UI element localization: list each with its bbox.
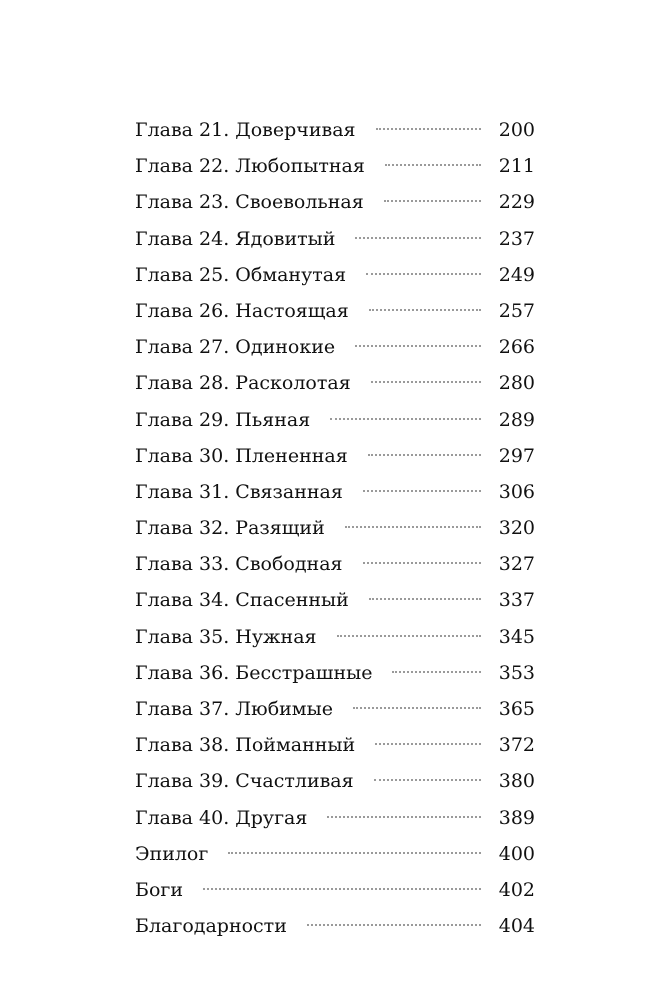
- toc-entry-page: 306: [498, 480, 535, 503]
- toc-entry-title: Глава 39. Счастливая: [135, 770, 354, 793]
- toc-entry[interactable]: [135, 148, 535, 184]
- toc-entry-title: Глава 25. Обманутая: [135, 263, 347, 286]
- dot-leader: [384, 200, 481, 202]
- toc-entry-title: Глава 21. Доверчивая: [135, 119, 356, 141]
- dot-leader: [355, 237, 480, 239]
- toc-entry-page: 229: [498, 191, 535, 214]
- toc-entry-title: Глава 33. Свободная: [135, 553, 343, 576]
- toc-entry[interactable]: [135, 763, 535, 799]
- dot-leader: [368, 454, 481, 456]
- toc-entry[interactable]: [135, 546, 535, 582]
- toc-entry-page: 345: [498, 625, 535, 648]
- toc-entry[interactable]: [135, 365, 535, 401]
- dot-leader: [369, 309, 481, 311]
- toc-entry-title: Глава 40. Другая: [135, 806, 308, 829]
- toc-entry[interactable]: [135, 221, 535, 257]
- toc-entry[interactable]: [135, 293, 535, 329]
- toc-entry[interactable]: [135, 510, 535, 546]
- dot-leader: [371, 381, 481, 383]
- dot-leader: [375, 743, 481, 745]
- dot-leader: [327, 816, 480, 818]
- toc-entry-page: 337: [498, 589, 535, 612]
- toc-entry-title: Глава 23. Своевольная: [135, 191, 364, 214]
- toc-entry-title: Благодарности: [135, 915, 287, 938]
- toc-entry-title: Глава 35. Нужная: [135, 625, 317, 648]
- toc-entry-title: Боги: [135, 878, 184, 901]
- dot-leader: [353, 707, 481, 709]
- toc-entry-page: 389: [498, 806, 535, 829]
- toc-entry-title: Глава 38. Пойманный: [135, 734, 356, 757]
- toc-entry[interactable]: [135, 691, 535, 727]
- toc-entry[interactable]: [135, 619, 535, 655]
- dot-leader: [345, 526, 481, 528]
- toc-entry[interactable]: [135, 112, 535, 148]
- dot-leader: [307, 924, 481, 926]
- toc-entry-page: 211: [498, 155, 535, 178]
- toc-entry-page: 353: [498, 661, 535, 684]
- dot-leader: [374, 779, 481, 781]
- toc-entry-page: 365: [498, 698, 535, 720]
- toc-entry[interactable]: [135, 872, 535, 908]
- dot-leader: [369, 598, 481, 600]
- toc-entry-title: Глава 36. Бесстрашные: [135, 661, 373, 684]
- toc-entry-title: Глава 24. Ядовитый: [135, 227, 336, 250]
- toc-entry[interactable]: [135, 582, 535, 618]
- dot-leader: [376, 128, 481, 130]
- toc-entry-title: Глава 27. Одинокие: [135, 336, 336, 359]
- dot-leader: [392, 671, 480, 673]
- toc-entry[interactable]: [135, 184, 535, 220]
- dot-leader: [363, 562, 481, 564]
- toc-entry-title: Глава 29. Пьяная: [135, 408, 311, 431]
- dot-leader: [337, 635, 481, 637]
- toc-entry-page: 402: [498, 878, 535, 901]
- toc-entry-page: 404: [498, 915, 535, 938]
- toc-entry[interactable]: [135, 329, 535, 365]
- toc-entry[interactable]: [135, 836, 535, 872]
- dot-leader: [385, 164, 481, 166]
- toc-entry-title: Глава 37. Любимые: [135, 698, 333, 720]
- toc-entry-page: 380: [498, 770, 535, 793]
- toc-entry-page: 249: [498, 263, 535, 286]
- dot-leader: [330, 418, 481, 420]
- toc-entry-title: Глава 32. Разящий: [135, 517, 325, 540]
- toc-entry[interactable]: [135, 908, 535, 944]
- toc-entry[interactable]: [135, 474, 535, 510]
- toc-entry-title: Глава 30. Плененная: [135, 444, 348, 467]
- toc-entry[interactable]: [135, 257, 535, 293]
- toc-entry-page: 327: [498, 553, 535, 576]
- toc-entry-page: 320: [498, 517, 535, 540]
- toc-entry-title: Глава 28. Расколотая: [135, 372, 351, 395]
- toc-entry[interactable]: [135, 402, 535, 438]
- toc-entry-title: Глава 34. Спасенный: [135, 589, 349, 612]
- toc-entry-title: Глава 31. Связанная: [135, 480, 343, 503]
- table-of-contents: [135, 112, 535, 944]
- toc-entry[interactable]: [135, 727, 535, 763]
- toc-entry-title: Глава 22. Любопытная: [135, 155, 365, 178]
- toc-entry-page: 372: [498, 734, 535, 757]
- toc-entry-page: 289: [498, 408, 535, 431]
- dot-leader: [355, 345, 481, 347]
- toc-entry-title: Эпилог: [135, 842, 209, 865]
- toc-entry-page: 237: [498, 227, 535, 250]
- toc-entry[interactable]: [135, 438, 535, 474]
- toc-entry[interactable]: [135, 655, 535, 691]
- dot-leader: [366, 273, 481, 275]
- toc-entry-page: 297: [498, 444, 535, 467]
- dot-leader: [228, 852, 480, 854]
- toc-entry-page: 400: [498, 842, 535, 865]
- toc-entry-page: 266: [498, 336, 535, 359]
- toc-entry-page: 257: [498, 299, 535, 322]
- dot-leader: [203, 888, 481, 890]
- toc-entry[interactable]: [135, 800, 535, 836]
- toc-entry-page: 200: [498, 119, 535, 141]
- toc-entry-title: Глава 26. Настоящая: [135, 299, 349, 322]
- dot-leader: [363, 490, 481, 492]
- toc-entry-page: 280: [498, 372, 535, 395]
